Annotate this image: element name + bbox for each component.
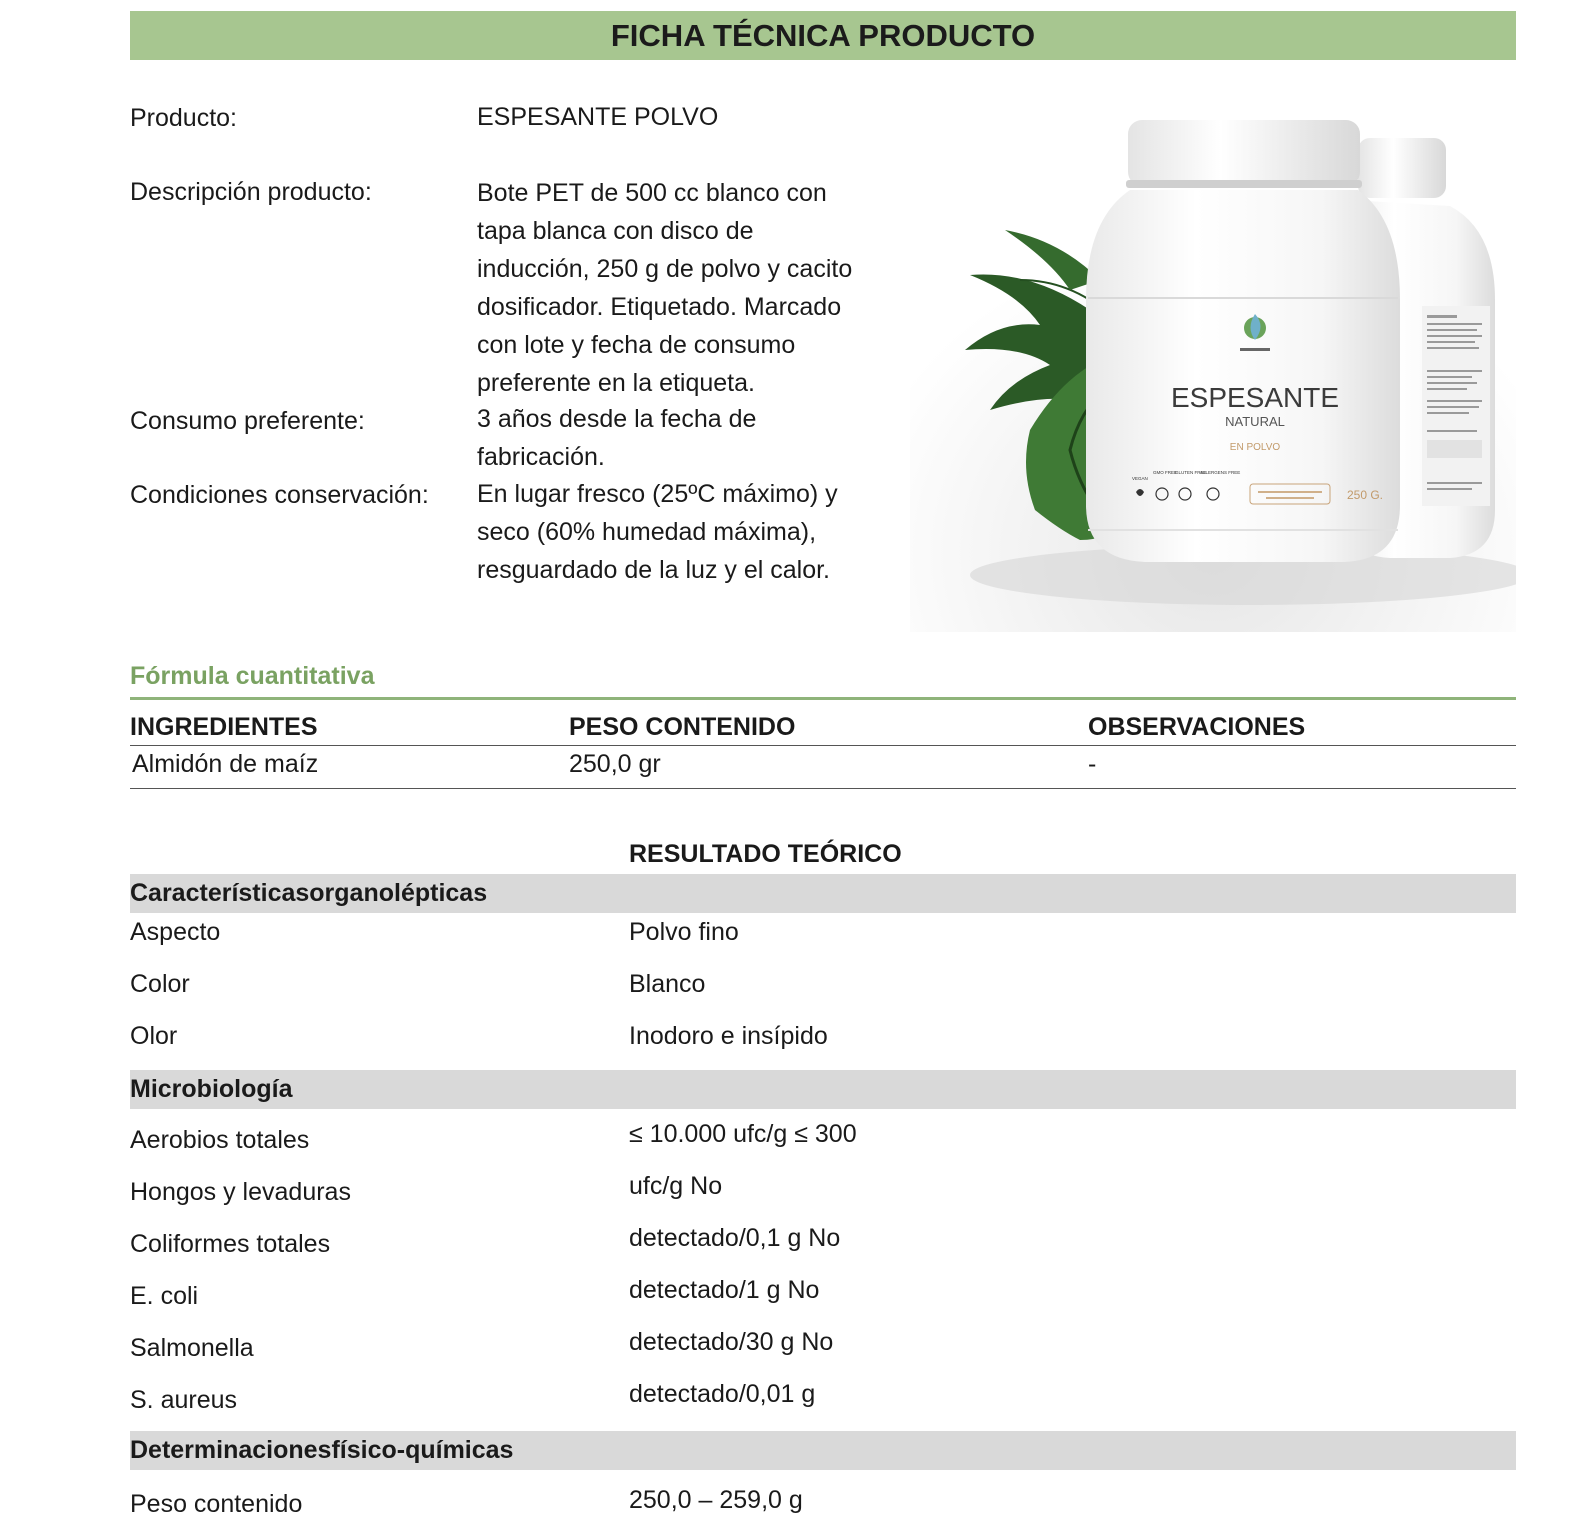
consumo-line: 3 años desde la fecha de xyxy=(477,405,757,433)
producto-label: Producto: xyxy=(130,104,238,132)
ingredient-weight: 250,0 gr xyxy=(569,750,661,778)
badge-label: GLUTEN FREE xyxy=(1175,470,1207,475)
jar-label-form: EN POLVO xyxy=(1229,442,1281,453)
result-value: ufc/g No xyxy=(629,1172,723,1200)
section-microbiologia: Microbiología xyxy=(130,1070,1516,1109)
section-fisico-quimicas: Determinacionesfísico-químicas xyxy=(130,1431,1516,1470)
result-label: E. coli xyxy=(130,1282,199,1310)
result-value: Inodoro e insípido xyxy=(629,1022,828,1050)
table-row-divider xyxy=(130,788,1516,789)
section-organolepticas: Característicasorganolépticas xyxy=(130,874,1516,913)
result-value: Blanco xyxy=(629,970,706,998)
jar-weight: 250 G. xyxy=(1346,488,1384,502)
descripcion-line: Bote PET de 500 cc blanco con xyxy=(477,179,827,207)
consumo-value xyxy=(477,400,887,476)
jar-label-sub: NATURAL xyxy=(1225,414,1285,429)
formula-section-title: Fórmula cuantitativa xyxy=(130,662,375,690)
condiciones-line: seco (60% humedad máxima), xyxy=(477,518,817,546)
product-jar-image xyxy=(910,110,1516,632)
technical-sheet xyxy=(130,0,1516,1536)
result-label: Salmonella xyxy=(130,1334,254,1362)
condiciones-line: resguardado de la luz y el calor. xyxy=(477,556,830,584)
descripcion-value xyxy=(477,174,887,402)
result-label: Peso contenido xyxy=(130,1490,303,1518)
results-heading: RESULTADO TEÓRICO xyxy=(629,840,902,868)
jar-lid xyxy=(1128,120,1360,186)
table-header-divider xyxy=(130,745,1516,746)
descripcion-line: dosificador. Etiquetado. Marcado xyxy=(477,293,842,321)
consumo-line: fabricación. xyxy=(477,443,605,471)
result-value: detectado/0,01 g xyxy=(629,1380,816,1408)
result-label: Coliformes totales xyxy=(130,1230,331,1258)
header-ingredientes: INGREDIENTES xyxy=(130,713,318,741)
badge-label: ALLERGENS FREE xyxy=(1200,470,1241,475)
result-value: Polvo fino xyxy=(629,918,739,946)
badge-label: VEGAN xyxy=(1132,476,1148,481)
descripcion-line: inducción, 250 g de polvo y cacito xyxy=(477,255,853,283)
descripcion-line: con lote y fecha de consumo xyxy=(477,331,796,359)
result-label: Color xyxy=(130,970,190,998)
descripcion-label: Descripción producto: xyxy=(130,178,372,206)
condiciones-value xyxy=(477,475,887,589)
ingredient-name: Almidón de maíz xyxy=(132,750,319,778)
result-value: detectado/30 g No xyxy=(629,1328,834,1356)
formula-divider xyxy=(130,697,1516,700)
result-value: 250,0 – 259,0 g xyxy=(629,1486,803,1514)
header-peso: PESO CONTENIDO xyxy=(569,713,796,741)
descripcion-line: tapa blanca con disco de xyxy=(477,217,754,245)
badge-label: GMO FREE xyxy=(1153,470,1178,475)
result-label: S. aureus xyxy=(130,1386,238,1414)
result-value: detectado/1 g No xyxy=(629,1276,820,1304)
consumo-label: Consumo preferente: xyxy=(130,407,365,435)
result-value: detectado/0,1 g No xyxy=(629,1224,841,1252)
descripcion-line: preferente en la etiqueta. xyxy=(477,369,755,397)
result-label: Hongos y levaduras xyxy=(130,1178,351,1206)
jar-body xyxy=(1086,190,1400,562)
ingredient-observation: - xyxy=(1088,750,1097,778)
result-value: ≤ 10.000 ufc/g ≤ 300 xyxy=(629,1120,857,1148)
producto-value: ESPESANTE POLVO xyxy=(477,103,719,131)
result-label: Aspecto xyxy=(130,918,221,946)
condiciones-line: En lugar fresco (25ºC máximo) y xyxy=(477,480,838,508)
result-label: Aerobios totales xyxy=(130,1126,310,1154)
result-label: Olor xyxy=(130,1022,178,1050)
header-observaciones: OBSERVACIONES xyxy=(1088,713,1306,741)
condiciones-label: Condiciones conservación: xyxy=(130,481,429,509)
jar-label-main: ESPESANTE xyxy=(1170,382,1340,413)
page-title: FICHA TÉCNICA PRODUCTO xyxy=(130,11,1516,60)
